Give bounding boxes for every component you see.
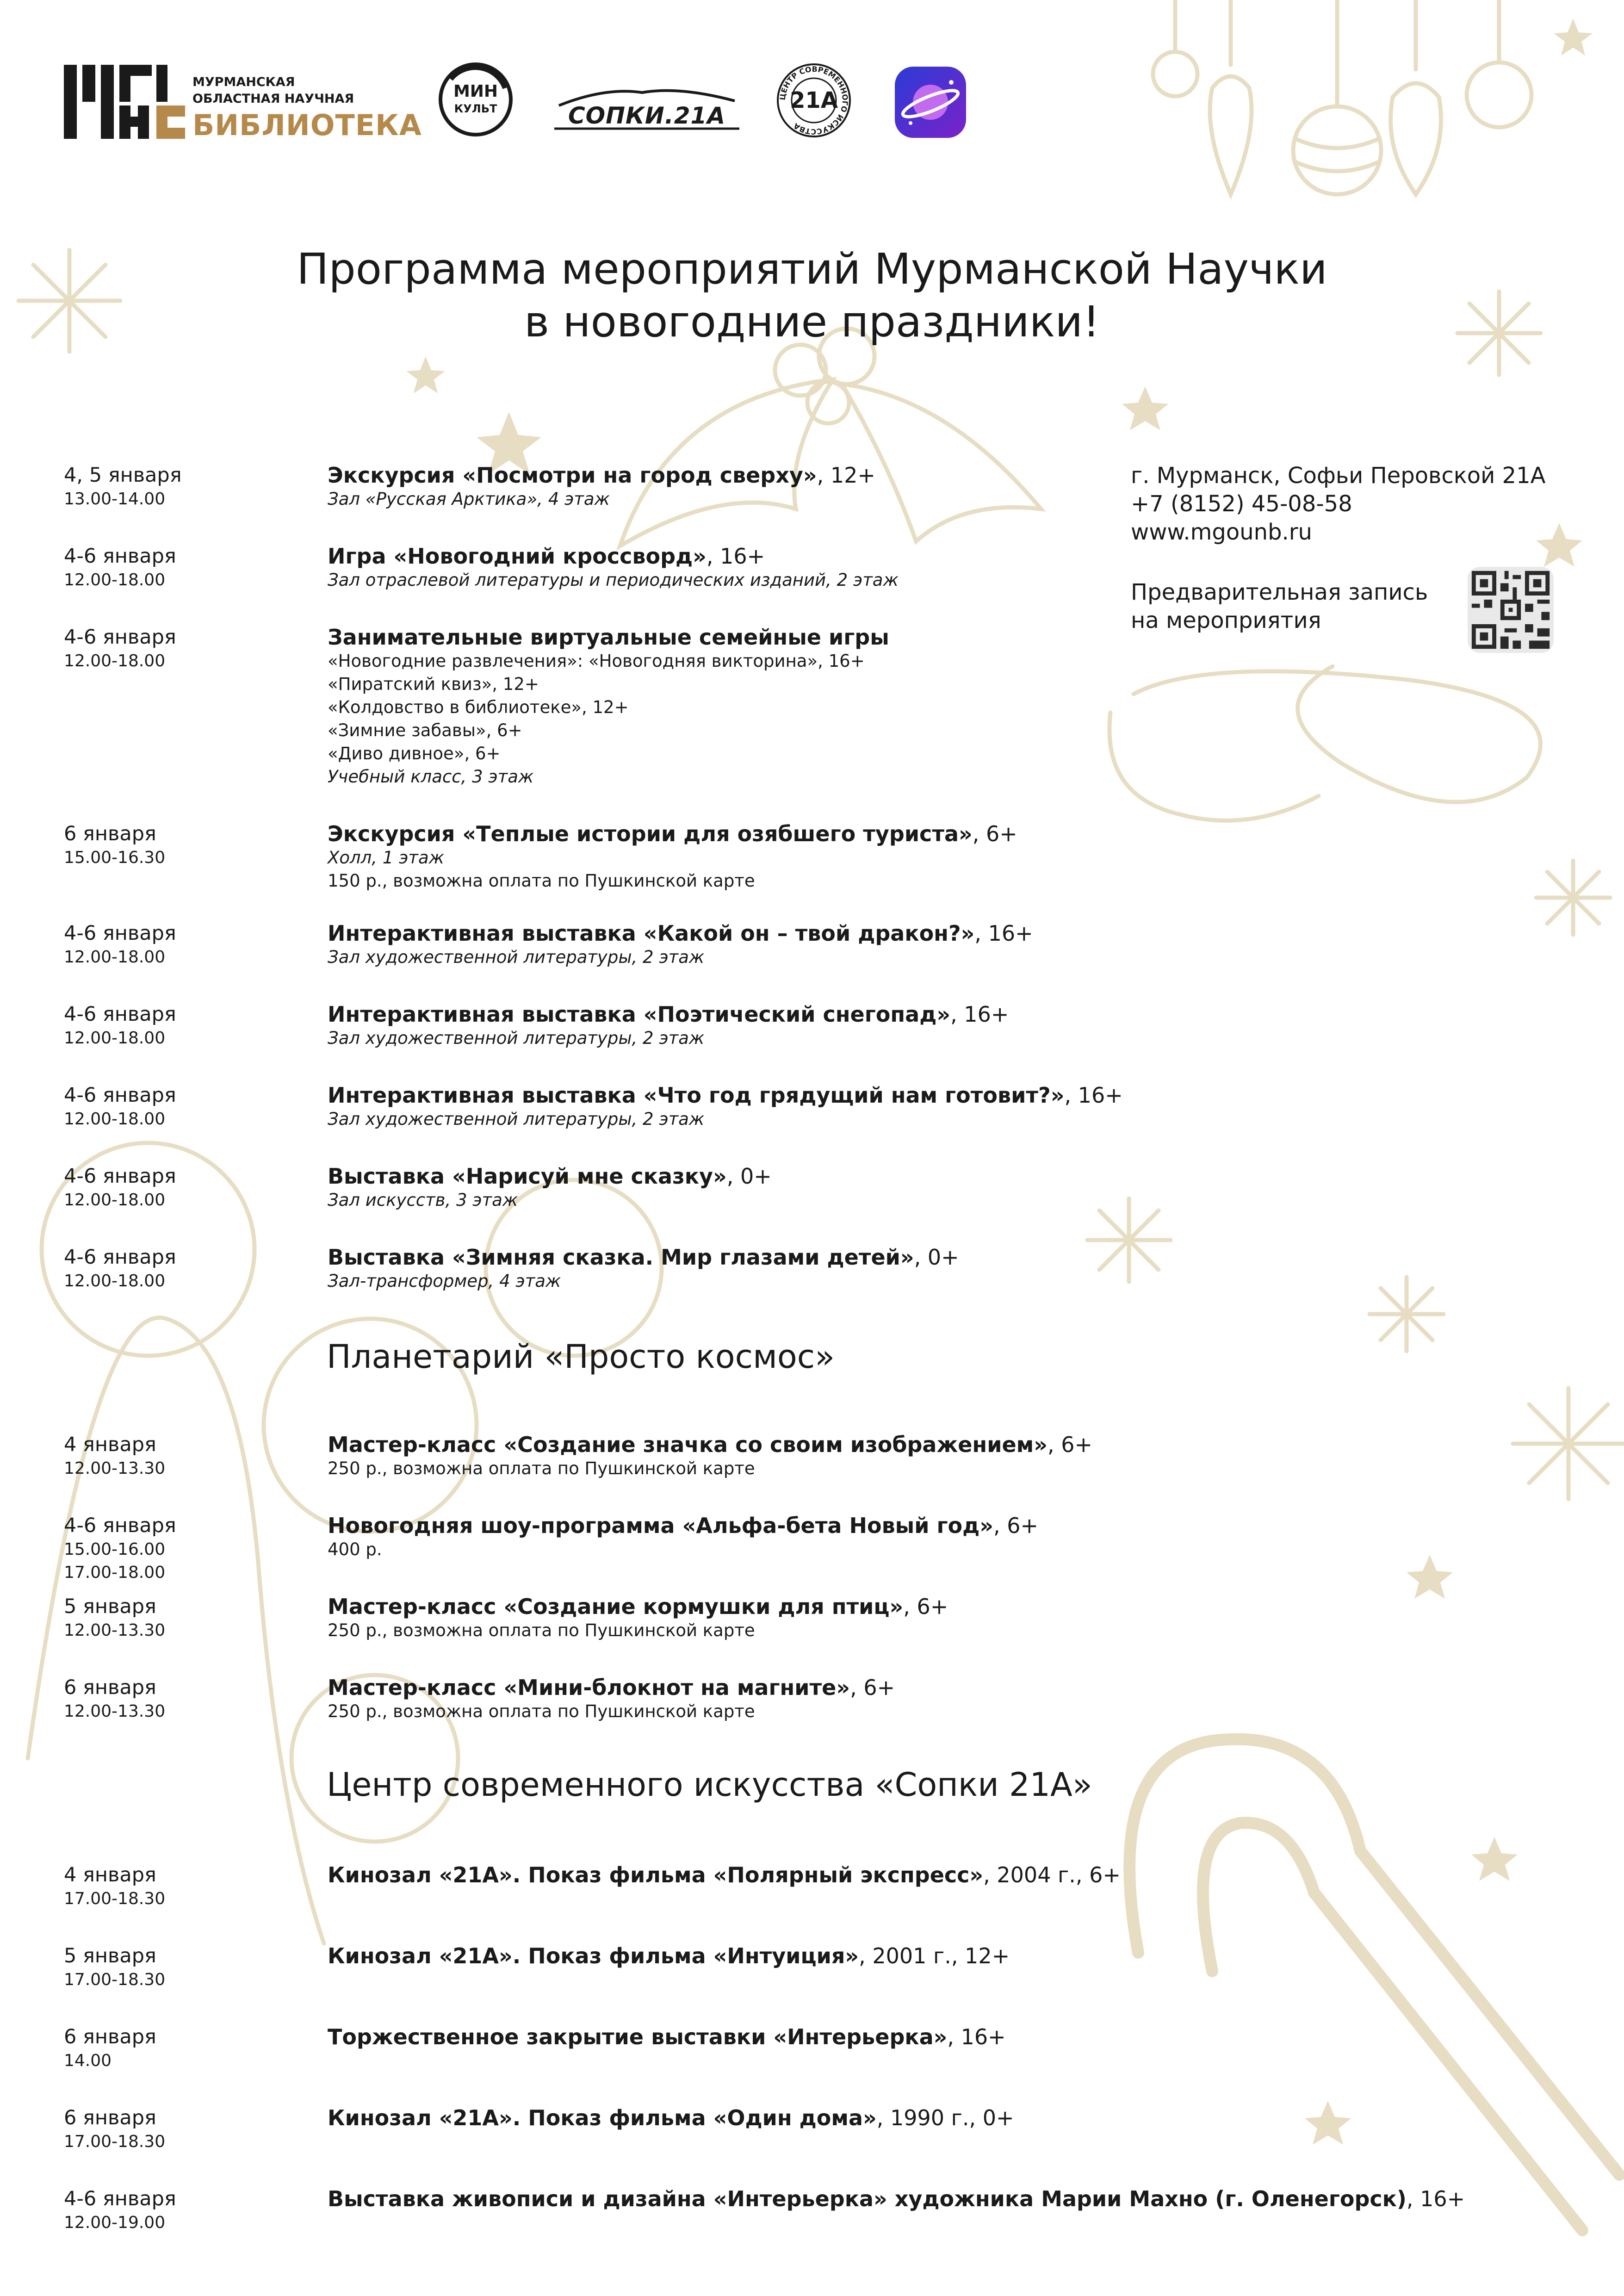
event-price: 250 р., возможна оплата по Пушкинской карте (328, 1701, 755, 1721)
event-location: Зал художественной литературы, 2 этаж (328, 1028, 705, 1048)
event-time: 12.00-18.00 (64, 948, 166, 967)
event-date: 5 января (64, 1944, 156, 1967)
event-age: , 2004 г., 6+ (983, 1862, 1121, 1887)
prereg-line2: на мероприятия (1131, 608, 1321, 633)
minkult-text-1: МИН (453, 82, 498, 101)
event-location: Зал художественной литературы, 2 этаж (328, 1109, 705, 1129)
event-time: 15.00-16.00 (64, 1540, 166, 1559)
event-title: Интерактивная выставка «Какой он – твой дракон?» (328, 921, 975, 946)
event-time: 12.00-13.30 (64, 1702, 166, 1721)
snowflake (1513, 1388, 1624, 1499)
event-age: , 16+ (950, 1002, 1009, 1027)
event-age: , 6+ (903, 1594, 948, 1619)
star (406, 356, 445, 393)
phone[interactable]: +7 (8152) 45-08-58 (1131, 491, 1352, 517)
planetarium-logo[interactable] (891, 63, 970, 142)
event-date: 6 января (64, 2025, 156, 2048)
event-location: Холл, 1 этаж (328, 848, 444, 868)
event-date: 4-6 января (64, 2187, 176, 2210)
title-line-2: в новогодние праздники! (524, 297, 1100, 347)
event-age: , 2001 г., 12+ (859, 1943, 1010, 1968)
event-age: , 0+ (914, 1245, 959, 1270)
event-date: 4-6 января (64, 922, 176, 945)
event-title: Кинозал «21А». Показ фильма «Один дома» (328, 2105, 877, 2130)
event-date: 4-6 января (64, 545, 176, 568)
event-price: 250 р., возможна оплата по Пушкинской карте (328, 1458, 755, 1478)
center-ring-text: ЦЕНТР СОВРЕМЕННОГО ИСКУССТВА (778, 64, 850, 137)
library-name-line3: БИБЛИОТЕКА (192, 108, 422, 142)
event-time: 12.00-13.30 (64, 1459, 166, 1478)
event-title: Интерактивная выставка «Что год грядущий нам готовит?» (328, 1083, 1065, 1108)
library-name-line1: МУРМАНСКАЯ (192, 75, 295, 89)
event-date: 4-6 января (64, 1514, 176, 1537)
event-title: Занимательные виртуальные семейные игры (328, 625, 889, 650)
game-item: «Новогодние развлечения»: «Новогодняя викторина», 16+ (328, 651, 865, 671)
event-time: 12.00-18.00 (64, 1272, 166, 1291)
event-title: Выставка «Нарисуй мне сказку» (328, 1164, 727, 1189)
event-age: , 6+ (850, 1675, 895, 1700)
event-age: , 12+ (817, 463, 875, 488)
sopki-logo[interactable] (550, 82, 744, 133)
game-item: «Зимние забавы», 6+ (328, 720, 522, 740)
event-date: 4 января (64, 1863, 156, 1886)
event-title: Кинозал «21А». Показ фильма «Интуиция» (328, 1943, 859, 1968)
game-item: «Диво дивное», 6+ (328, 744, 501, 763)
event-time-2: 17.00-18.00 (64, 1563, 166, 1582)
ornament-ball (1467, 62, 1531, 127)
event-date: 4-6 января (64, 1003, 176, 1026)
star (1554, 19, 1593, 56)
event-title: Выставка «Зимняя сказка. Мир глазами детей» (328, 1245, 914, 1270)
star (1407, 1555, 1453, 1599)
event-location: Зал «Русская Арктика», 4 этаж (328, 489, 610, 509)
ornament-drop (1391, 0, 1441, 194)
ornament-drop (1210, 0, 1252, 194)
event-time: 17.00-18.30 (64, 2132, 166, 2151)
event-date: 4-6 января (64, 1246, 176, 1269)
event-title: Мастер-класс «Создание значка со своим изображением» (328, 1432, 1048, 1457)
center-21a-text: 21А (790, 87, 838, 113)
event-time: 12.00-18.00 (64, 1110, 166, 1129)
event-age: , 1990 г., 0+ (876, 2105, 1014, 2130)
event-age: , 16+ (1406, 2186, 1465, 2211)
center-21a-logo[interactable] (775, 61, 853, 140)
event-title: Игра «Новогодний кроссворд» (328, 544, 707, 569)
section-heading-planetarium: Планетарий «Просто космос» (327, 1338, 835, 1376)
event-time: 12.00-18.00 (64, 571, 166, 590)
game-item: «Колдовство в библиотеке», 12+ (328, 697, 629, 717)
event-age: , 16+ (947, 2024, 1006, 2049)
event-time: 17.00-18.30 (64, 1889, 166, 1908)
event-time: 12.00-13.30 (64, 1621, 166, 1640)
event-age: , 16+ (974, 921, 1033, 946)
section-heading-sopki: Центр современного искусства «Сопки 21А» (327, 1766, 1092, 1804)
minkult-text-2: КУЛЬТ (454, 102, 497, 115)
minkult-logo[interactable] (436, 60, 515, 139)
event-time: 12.00-18.00 (64, 1029, 166, 1048)
star (1122, 386, 1168, 430)
event-price: 400 р. (328, 1539, 382, 1559)
event-location: Учебный класс, 3 этаж (328, 767, 534, 787)
event-date: 5 января (64, 1595, 156, 1618)
event-title: Кинозал «21А». Показ фильма «Полярный экспресс» (328, 1862, 984, 1887)
event-age: , 16+ (706, 544, 765, 569)
event-title: Торжественное закрытие выставки «Интерьерка» (328, 2024, 948, 2049)
event-date: 4-6 января (64, 1084, 176, 1107)
event-date: 4-6 января (64, 626, 176, 649)
library-name-line2: ОБЛАСТНАЯ НАУЧНАЯ (192, 92, 354, 106)
event-time: 13.00-14.00 (64, 490, 166, 509)
event-date: 6 января (64, 2106, 156, 2129)
address: г. Мурманск, Софьи Перовской 21А (1131, 463, 1546, 489)
event-price: 150 р., возможна оплата по Пушкинской карте (328, 871, 755, 891)
event-date: 6 января (64, 822, 156, 845)
logo-strip (64, 60, 989, 148)
event-location: Зал-трансформер, 4 этаж (328, 1271, 561, 1291)
library-logo[interactable] (64, 65, 422, 143)
snowflake (1536, 861, 1610, 935)
planet-icon (891, 63, 970, 142)
event-title: Новогодняя шоу-программа «Альфа-бета Новый год» (328, 1513, 994, 1538)
ornament-ball (1153, 52, 1197, 96)
event-age: , 16+ (1064, 1083, 1123, 1108)
website-link[interactable]: www.mgounb.ru (1131, 519, 1312, 545)
event-time: 17.00-18.30 (64, 1970, 166, 1989)
event-title: Интерактивная выставка «Поэтический снегопад» (328, 1002, 951, 1027)
event-location: Зал искусств, 3 этаж (328, 1190, 518, 1210)
event-title: Мастер-класс «Создание кормушки для птиц» (328, 1594, 904, 1619)
event-date: 4-6 января (64, 1165, 176, 1188)
event-location: Зал художественной литературы, 2 этаж (328, 947, 705, 967)
event-age: , 0+ (726, 1164, 772, 1189)
event-time: 12.00-18.00 (64, 1191, 166, 1210)
ornament-ball (1293, 106, 1381, 194)
event-title: Выставка живописи и дизайна «Интерьерка» художника Марии Махно (г. Оленегорск) (328, 2186, 1407, 2211)
event-date: 6 января (64, 1676, 156, 1699)
event-price: 250 р., возможна оплата по Пушкинской карте (328, 1620, 755, 1640)
event-title: Мастер-класс «Мини-блокнот на магните» (328, 1675, 850, 1700)
sopki-text: СОПКИ.21А (568, 102, 726, 129)
prereg-line1: Предварительная запись (1131, 579, 1428, 605)
event-time: 14.00 (64, 2051, 112, 2070)
event-time: 12.00-18.00 (64, 652, 166, 670)
event-age: , 6+ (972, 821, 1017, 846)
event-age: , 6+ (1047, 1432, 1093, 1457)
title-line-1: Программа мероприятий Мурманской Научки (297, 244, 1327, 294)
event-time: 15.00-16.30 (64, 848, 166, 867)
event-title: Экскурсия «Теплые истории для озябшего туриста» (328, 821, 973, 846)
event-location: Зал отраслевой литературы и периодических изданий, 2 этаж (328, 570, 899, 590)
event-time: 12.00-19.00 (64, 2213, 166, 2232)
game-item: «Пиратский квиз», 12+ (328, 674, 539, 694)
page-title (0, 243, 1624, 348)
event-date: 4 января (64, 1433, 156, 1456)
event-title: Экскурсия «Посмотри на город сверху» (328, 463, 817, 488)
event-age: , 6+ (993, 1513, 1039, 1538)
library-mark-icon (64, 65, 185, 139)
event-date: 4, 5 января (64, 464, 182, 487)
